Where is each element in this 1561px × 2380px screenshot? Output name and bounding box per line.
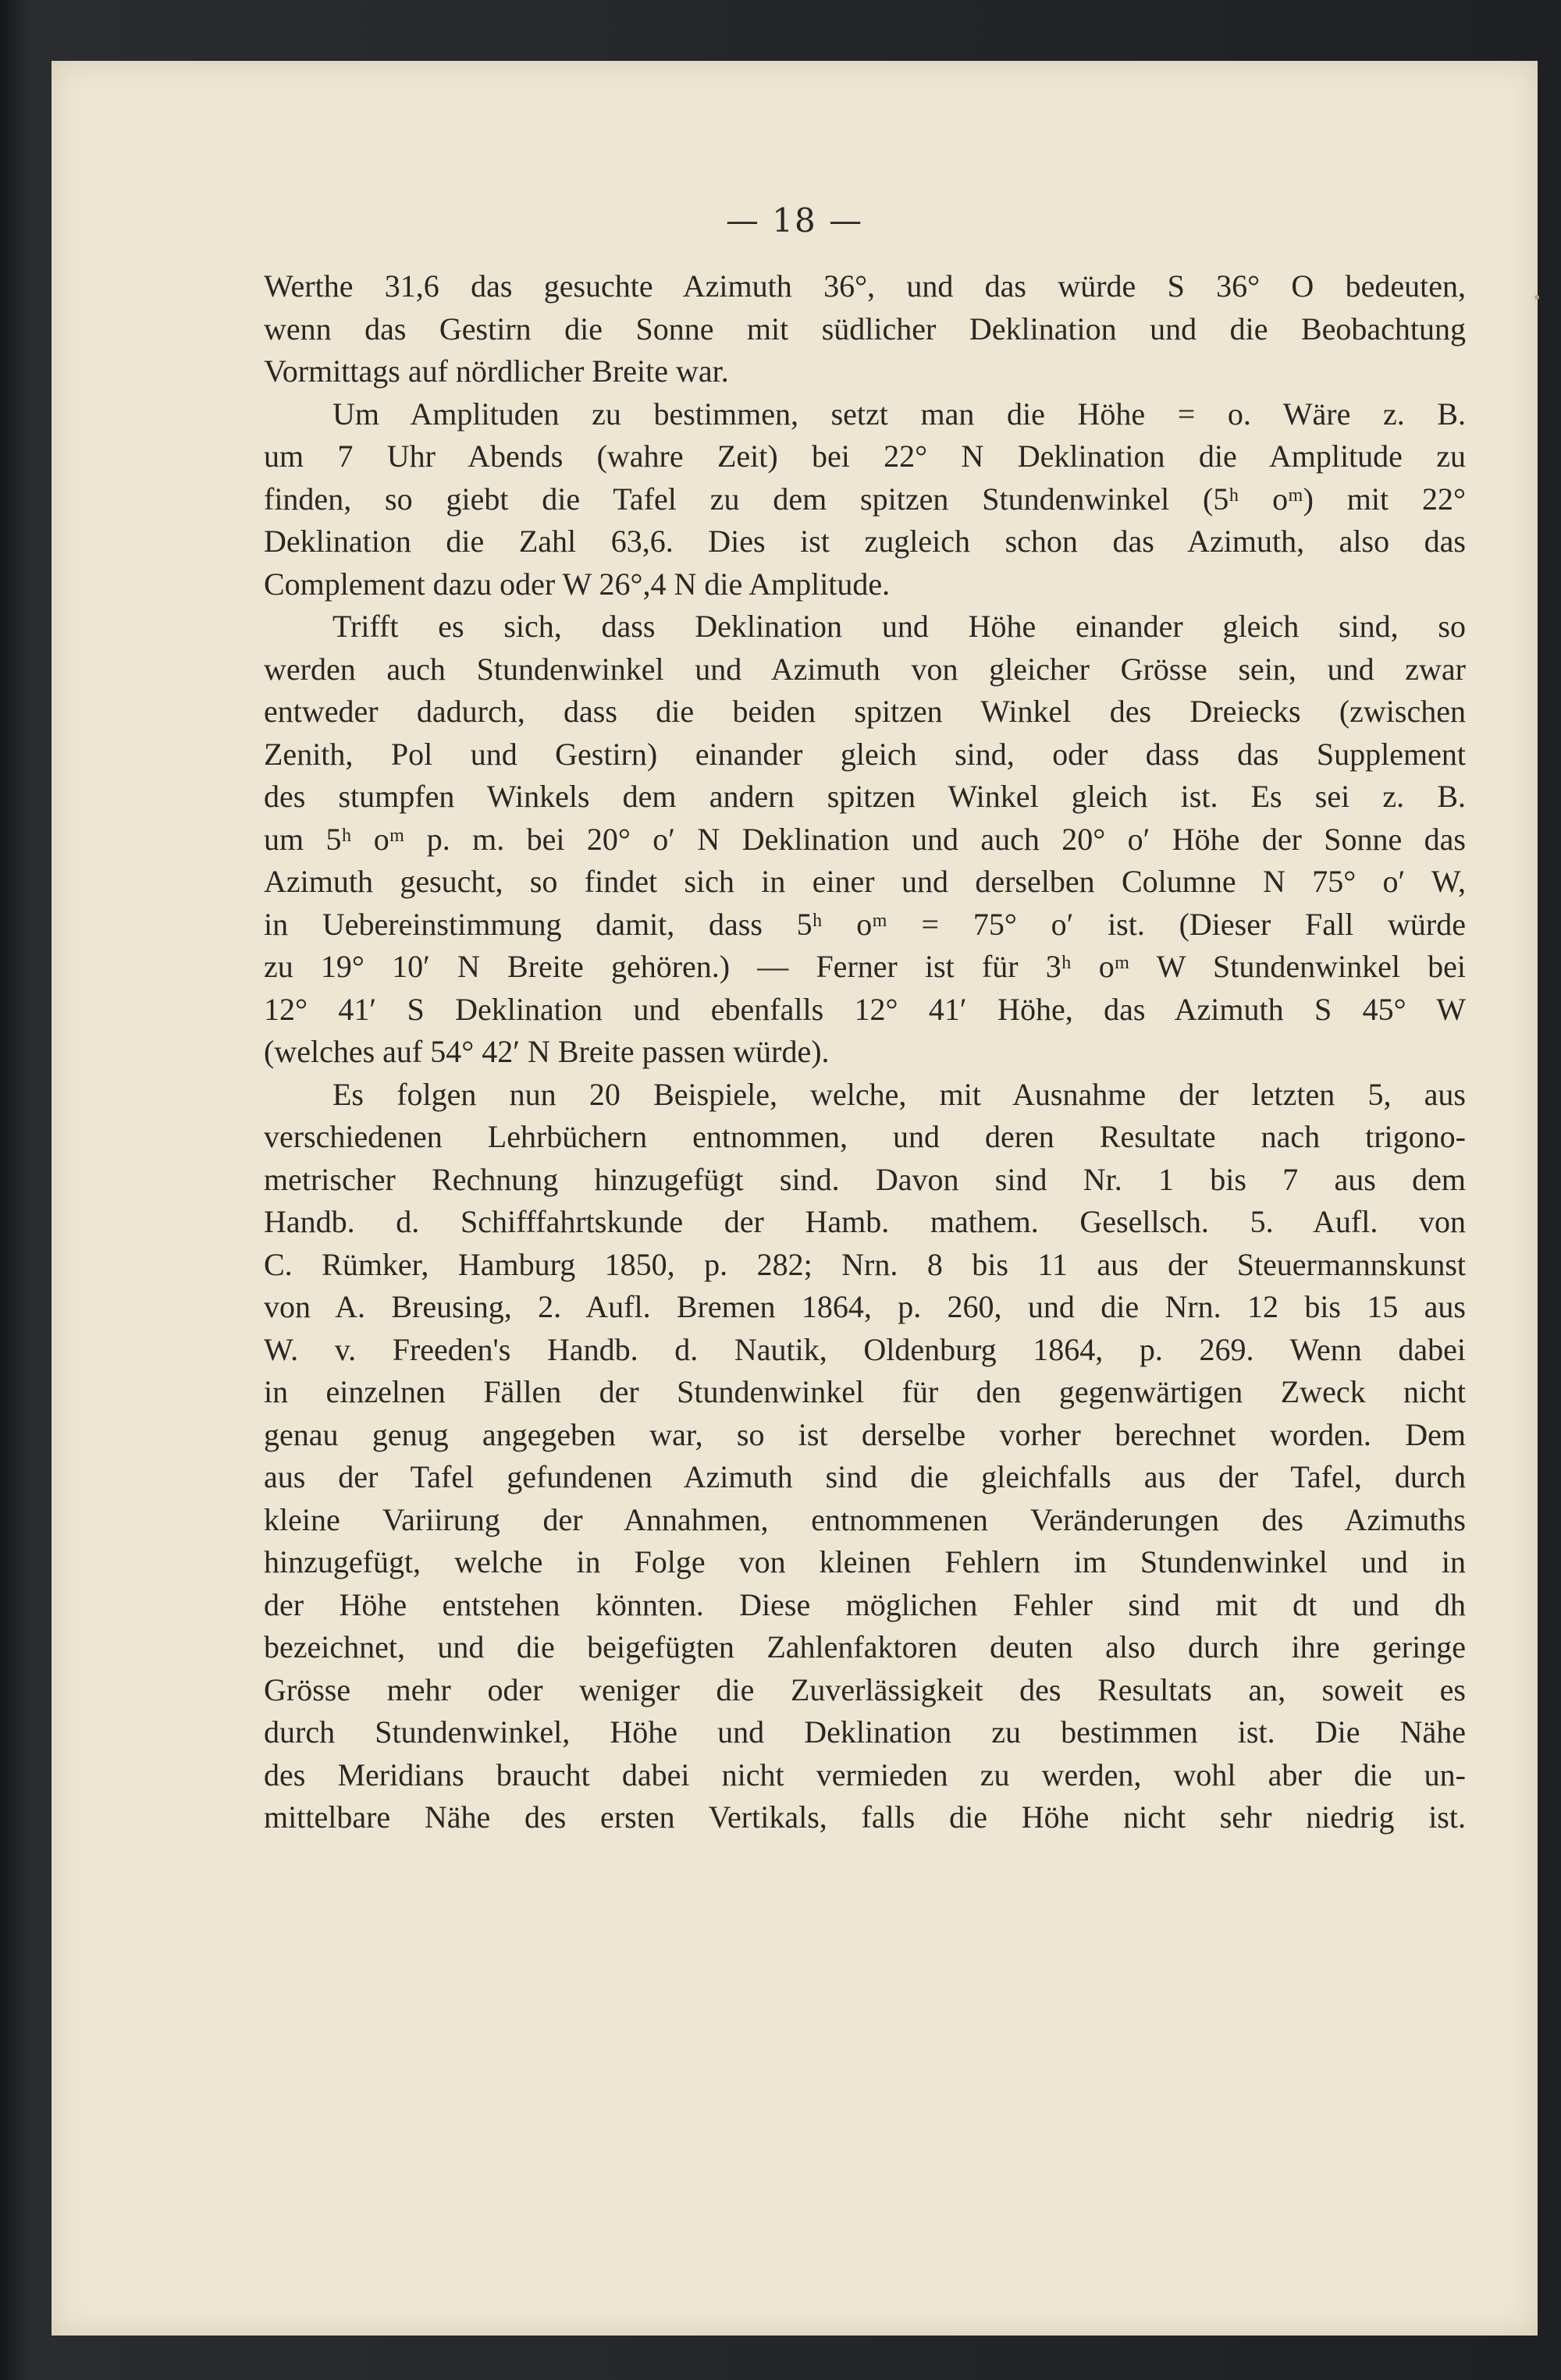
text-line: verschiedenen Lehrbüchern entnommen, und deren Resultate nach trigono-: [264, 1119, 1466, 1154]
text-line: C. Rümker, Hamburg 1850, p. 282; Nrn. 8 bis 11 aus der Steuermannskunst: [264, 1246, 1466, 1282]
text-line: mittelbare Nähe des ersten Vertikals, falls die Höhe nicht sehr niedrig ist.: [264, 1799, 1466, 1835]
text-line: Werthe 31,6 das gesuchte Azimuth 36°, und das würde S 36° O bedeuten,: [264, 268, 1466, 304]
paper-page: [52, 61, 1538, 2336]
text-line: Handb. d. Schifffahrtskunde der Hamb. mathem. Gesellsch. 5. Aufl. von: [264, 1204, 1466, 1239]
paragraph-4: [264, 1074, 1466, 1839]
text-line: Grösse mehr oder weniger die Zuverlässigkeit des Resultats an, soweit es: [264, 1671, 1466, 1707]
text-line: des Meridians braucht dabei nicht vermieden zu werden, wohl aber die un-: [264, 1757, 1466, 1792]
text-line: werden auch Stundenwinkel und Azimuth von gleicher Grösse sein, und zwar: [264, 651, 1466, 687]
paragraph-1: [264, 265, 1466, 393]
text-line: Es folgen nun 20 Beispiele, welche, mit Ausnahme der letzten 5, aus: [332, 1076, 1466, 1112]
text-line: Zenith, Pol und Gestirn) einander gleich sind, oder dass das Supplement: [264, 736, 1466, 772]
text-line: in einzelnen Fällen der Stundenwinkel für den gegenwärtigen Zweck nicht: [264, 1374, 1466, 1409]
text-line: aus der Tafel gefundenen Azimuth sind die gleichfalls aus der Tafel, durch: [264, 1459, 1466, 1494]
body-text: [264, 265, 1466, 1839]
text-line: um 5ʰ oᵐ p. m. bei 20° o′ N Deklination und auch 20° o′ Höhe der Sonne das: [264, 821, 1466, 857]
paper-speck: [1534, 295, 1539, 300]
text-line: hinzugefügt, welche in Folge von kleinen Fehlern im Stundenwinkel und in: [264, 1544, 1466, 1579]
text-line: durch Stundenwinkel, Höhe und Deklination zu bestimmen ist. Die Nähe: [264, 1714, 1466, 1749]
text-line: von A. Breusing, 2. Aufl. Bremen 1864, p. 260, und die Nrn. 12 bis 15 aus: [264, 1289, 1466, 1324]
text-line: (welches auf 54° 42′ N Breite passen würde).: [264, 1034, 830, 1069]
text-line: Deklination die Zahl 63,6. Dies ist zugleich schon das Azimuth, also das: [264, 524, 1466, 559]
text-line: des stumpfen Winkels dem andern spitzen Winkel gleich ist. Es sei z. B.: [264, 779, 1466, 814]
text-line: der Höhe entstehen könnten. Diese möglichen Fehler sind mit dt und dh: [264, 1586, 1466, 1622]
text-line: kleine Variirung der Annahmen, entnommenen Veränderungen des Azimuths: [264, 1501, 1466, 1537]
paragraph-3: [264, 606, 1466, 1074]
text-line: wenn das Gestirn die Sonne mit südlicher Deklination und die Beobachtung: [264, 311, 1466, 346]
text-line: W. v. Freeden's Handb. d. Nautik, Oldenburg 1864, p. 269. Wenn dabei: [264, 1331, 1466, 1367]
text-line: bezeichnet, und die beigefügten Zahlenfaktoren deuten also durch ihre geringe: [264, 1629, 1466, 1664]
text-line: in Uebereinstimmung damit, dass 5ʰ oᵐ = 75° o′ ist. (Dieser Fall würde: [264, 906, 1466, 942]
text-line: Um Amplituden zu bestimmen, setzt man die Höhe = o. Wäre z. B.: [332, 396, 1466, 432]
text-line: Complement dazu oder W 26°,4 N die Amplitude.: [264, 566, 891, 602]
text-line: entweder dadurch, dass die beiden spitzen Winkel des Dreiecks (zwischen: [264, 694, 1466, 729]
page-number: — 18 —: [725, 201, 864, 240]
text-line: Azimuth gesucht, so findet sich in einer und derselben Columne N 75° o′ W,: [264, 864, 1466, 899]
text-line: genau genug angegeben war, so ist derselbe vorher berechnet worden. Dem: [264, 1416, 1466, 1452]
text-line: zu 19° 10′ N Breite gehören.) — Ferner ist für 3ʰ oᵐ W Stundenwinkel bei: [264, 949, 1466, 984]
text-line: finden, so giebt die Tafel zu dem spitzen Stundenwinkel (5ʰ oᵐ) mit 22°: [264, 481, 1466, 517]
text-line: Trifft es sich, dass Deklination und Höhe einander gleich sind, so: [332, 609, 1466, 644]
paragraph-2: [264, 393, 1466, 606]
text-line: 12° 41′ S Deklination und ebenfalls 12° 41′ Höhe, das Azimuth S 45° W: [264, 991, 1466, 1027]
text-line: metrischer Rechnung hinzugefügt sind. Davon sind Nr. 1 bis 7 aus dem: [264, 1161, 1466, 1197]
text-line: Vormittags auf nördlicher Breite war.: [264, 353, 729, 389]
text-line: um 7 Uhr Abends (wahre Zeit) bei 22° N Deklination die Amplitude zu: [264, 439, 1466, 474]
